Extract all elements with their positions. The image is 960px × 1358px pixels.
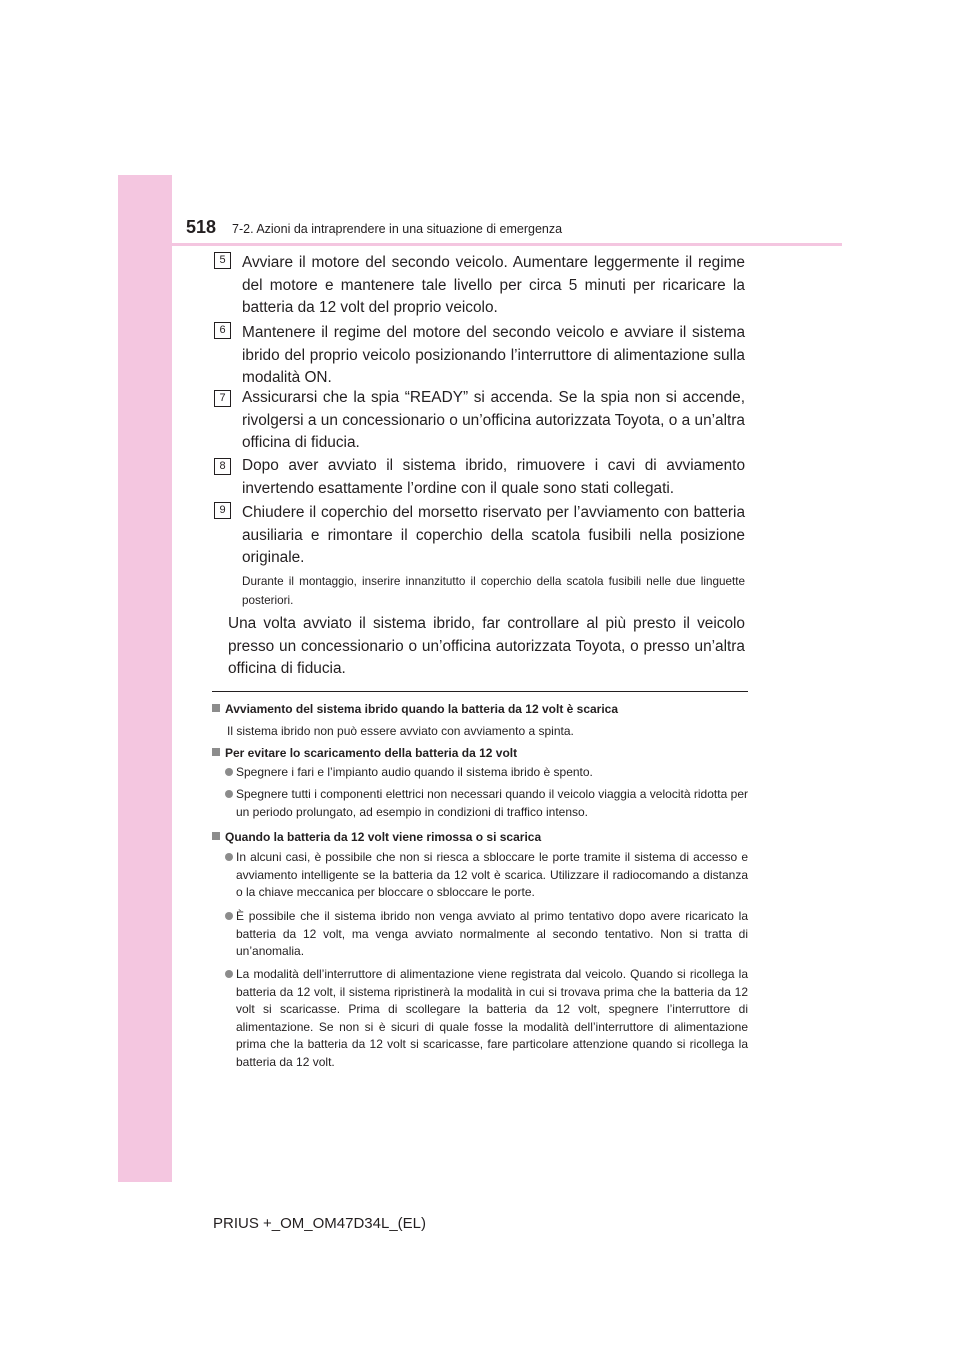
step-7-text: Assicurarsi che la spia “READY” si accenda. Se la spia non si accende, rivolgersi a un concessionario o un’officina autorizzata Toyota, o a un’altra officina di fiducia. <box>242 389 745 452</box>
info-heading-text: Quando la batteria da 12 volt viene rimossa o si scarica <box>225 830 542 844</box>
step-5-text: Avviare il motore del secondo veicolo. Aumentare leggermente il regime del motore e mantenere tale livello per circa 5 minuti per ricaricare la batteria da 12 volt del proprio veicolo. <box>242 254 745 317</box>
square-bullet-icon <box>212 832 220 840</box>
list-item <box>225 849 748 902</box>
list-item-text: In alcuni casi, è possibile che non si riesca a sbloccare le porte tramite il sistema di accesso e avviamento intelligente se la batteria da 12 volt è scarica. Utilizzare il radiocomando a distanza o la chiave meccanica per bloccare o sbloccare le porte. <box>236 850 748 900</box>
after-start-paragraph: Una volta avviato il sistema ibrido, far controllare al più presto il veicolo presso un concessionario o un’officina autorizzata Toyota, o presso un’altra officina di fiducia. <box>228 615 745 678</box>
section-title: 7-2. Azioni da intraprendere in una situazione di emergenza <box>232 222 563 236</box>
round-bullet-icon <box>225 853 233 861</box>
list-item-text: Spegnere i fari e l’impianto audio quando il sistema ibrido è spento. <box>236 765 593 779</box>
info-section-prevent-discharge <box>212 744 748 762</box>
header-rule <box>172 243 842 246</box>
round-bullet-icon <box>225 790 233 798</box>
section-divider <box>212 691 748 692</box>
info-heading-text: Per evitare lo scaricamento della batteria da 12 volt <box>225 746 518 760</box>
step-number-6: 6 <box>214 322 231 339</box>
info-section-battery-removed <box>212 828 748 846</box>
info-heading <box>212 828 748 846</box>
list-item <box>225 786 748 821</box>
square-bullet-icon <box>212 748 220 756</box>
step-number-5: 5 <box>214 252 231 269</box>
chapter-tab-sidebar <box>118 175 172 1182</box>
list-item-text: La modalità dell’interruttore di alimentazione viene registrata dal veicolo. Quando si ricollega la batteria da 12 volt, il sistema ripristinerà la modalità in cui si trovava prima che la batteria da 12 volt si scaricasse. Prima di scollegare la batteria da 12 volt, spegnere l’interruttore di alimentazione. Se non si è sicuri di quale fosse la modalità dell’interruttore di alimentazione prima che la batteria da 12 volt si scaricasse, fare particolare attenzione quando si ricollega la batteria da 12 volt. <box>236 967 748 1069</box>
round-bullet-icon <box>225 768 233 776</box>
step-8-text: Dopo aver avviato il sistema ibrido, rimuovere i cavi di avviamento invertendo esattamente l’ordine con il quale sono stati collegati. <box>242 457 745 497</box>
list-item-text: Spegnere tutti i componenti elettrici non necessari quando il veicolo viaggia a velocità ridotta per un periodo prolungato, ad esempio in condizioni di traffico intenso. <box>236 787 748 819</box>
footer-doc-code: PRIUS +_OM_OM47D34L_(EL) <box>213 1215 427 1232</box>
info-body: Il sistema ibrido non può essere avviato con avviamento a spinta. <box>227 724 574 738</box>
page-number: 518 <box>186 217 217 237</box>
round-bullet-icon <box>225 912 233 920</box>
info-heading <box>212 744 748 762</box>
info-heading-text: Avviamento del sistema ibrido quando la batteria da 12 volt è scarica <box>225 702 619 716</box>
round-bullet-icon <box>225 970 233 978</box>
step-9-text: Chiudere il coperchio del morsetto riservato per l’avviamento con batteria ausiliaria e rimontare il coperchio della scatola fusibili nella posizione originale. <box>242 504 745 567</box>
info-section-dead-battery <box>212 700 748 740</box>
info-heading <box>212 700 748 718</box>
step-number-9: 9 <box>214 502 231 519</box>
list-item <box>225 908 748 961</box>
mounting-note: Durante il montaggio, inserire innanzitutto il coperchio della scatola fusibili nelle due linguette posteriori. <box>242 575 745 607</box>
step-number-7: 7 <box>214 390 231 407</box>
step-6-text: Mantenere il regime del motore del secondo veicolo e avviare il sistema ibrido del proprio veicolo posizionando l’interruttore di alimentazione sulla modalità ON. <box>242 324 745 387</box>
list-item-text: È possibile che il sistema ibrido non venga avviato al primo tentativo dopo avere ricaricato la batteria da 12 volt, ma venga avviato normalmente al secondo tentativo. Non si tratta di un’anomalia. <box>236 909 748 959</box>
list-item <box>225 764 748 782</box>
square-bullet-icon <box>212 704 220 712</box>
step-number-8: 8 <box>214 458 231 475</box>
list-item <box>225 966 748 1072</box>
